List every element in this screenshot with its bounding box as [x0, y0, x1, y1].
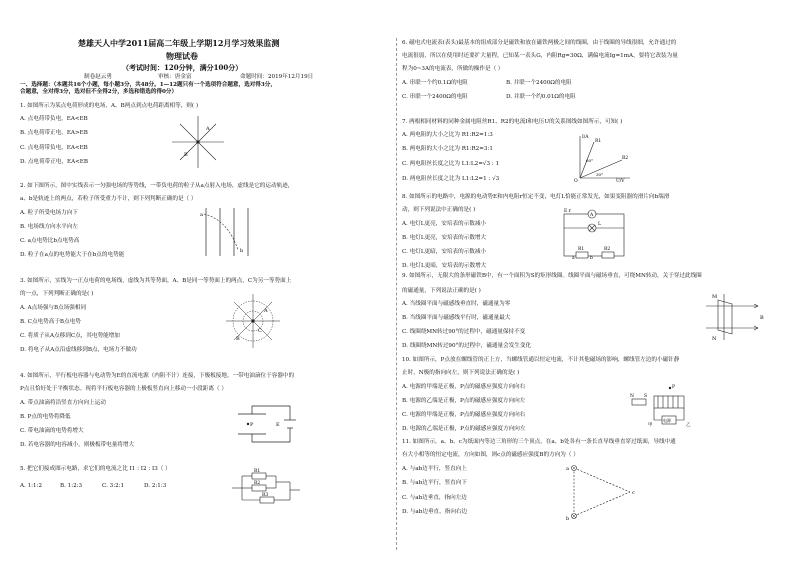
q5-circuit-figure: [232, 470, 300, 504]
q2-stem-2: a、b是轨迹上的两点，若粒子所受重力不计，则下列判断正确的是（ ）: [20, 196, 197, 202]
q6-option-b: B. 并联一个2400Ω的电阻: [506, 80, 572, 86]
q10-option-d: D. 电源的乙端是正极，P点的磁感应强度方向向左: [402, 426, 526, 432]
q6-option-d: D. 并联一个约0.01Ω的电阻: [506, 94, 576, 100]
q6-stem-1: 6. 磁电式电流表(表头)最基本的组成部分是磁铁和放在磁铁两极之间的线圈，由于线圈的导线很细，允许通过的: [402, 40, 677, 46]
q11-option-c: C. 与ab边垂直，指向左边: [402, 495, 467, 501]
q9-label-n: N: [712, 336, 717, 342]
q5-label-r2: R2: [254, 481, 261, 486]
q7-label-r2: R2: [622, 156, 629, 161]
q11-stem-2: 有大小相等的恒定电流，方向如图，则c点的磁感应强度B的方向为（ ）: [402, 452, 579, 458]
q9-label-m: M: [712, 294, 718, 300]
q9-label-b: B: [760, 315, 764, 321]
q4-stem-1: 4. 如图所示，平行板电容器与电动势为E的直流电源（内阻不计）连接，下极板接地。一带电油滴位于容器中的: [20, 373, 295, 379]
q3-label-b: B: [236, 336, 240, 342]
q8-circuit-figure: [562, 208, 632, 260]
q7-label-r1: R1: [595, 139, 602, 144]
q8-label-source: E r: [564, 209, 571, 214]
q5-option-c: C. 3:2:1: [102, 483, 125, 489]
q1-option-d: D. 点电荷带正电，EA<EB: [20, 159, 89, 165]
q7-iu-graph: [572, 132, 632, 182]
q3-label-a: A: [264, 308, 268, 314]
q4-label-e: E: [276, 422, 280, 428]
q10-option-c: C. 电源的甲端是正极，P点的磁感应强度方向向右: [402, 412, 526, 418]
q1-field-figure: [168, 112, 228, 172]
q9-stem-1: 9. 如图所示，无限大的条形磁铁B中，有一个面积为S的矩形线圈。线圈平面与磁场垂直，可绕MN转动，关于穿过此线圈: [402, 273, 702, 279]
q8-label-r2: R2: [604, 247, 611, 252]
left-column: [18, 0, 396, 562]
q7-angle-60: 60°: [586, 158, 594, 163]
section1-line1: 一、选择题：（本题共16个小题，每小题3分，共48分。1—12题只有一个选项符合题意，选对得3分，: [20, 82, 276, 88]
q10-label-s: S: [644, 394, 648, 399]
q8-option-a: A. 电灯L更亮，安培表的示数减小: [402, 221, 487, 227]
reviewer: 审核：唐金富: [158, 74, 192, 80]
q4-option-c: C. 带电油滴的电势将增大: [20, 428, 84, 434]
q4-capacitor-figure: [232, 404, 296, 444]
q2-equipotential-figure: [198, 206, 260, 258]
q8-option-d: D. 电灯L更暗，安培表的示数增大: [402, 263, 487, 269]
q5-option-b: B. 1:2:3: [60, 483, 83, 489]
q8-stem-2: 动，则下列说法中正确的是( ): [402, 207, 476, 213]
q7-axis-u: U/V: [616, 179, 625, 184]
q8-label-b: b: [590, 256, 593, 261]
q11-label-a: a: [566, 466, 569, 472]
q4-option-b: B. P点的电势将降低: [20, 414, 71, 420]
exam-title: 楚雄天人中学2011届高二年级上学期12月学习效果监测: [78, 38, 280, 48]
q4-label-p: P: [250, 422, 254, 428]
q1-option-a: A. 点电荷带负电，EA<EB: [20, 116, 88, 122]
q11-triangle-figure: [564, 462, 644, 522]
q6-option-a: A. 串联一个约0.1Ω的电阻: [402, 80, 468, 86]
q10-stem-1: 10. 如图所示，P点放在螺线管的正上方，当螺线管通以恒定电流，不计其他磁场的影响，螺线管左边的小磁针静: [402, 357, 680, 363]
q7-option-b: B. 两电阻的大小之比为 R1:R2=3:1: [402, 146, 493, 152]
q8-label-a: a: [572, 256, 575, 261]
q1-option-c: C. 点电荷带负电，EA<EB: [20, 145, 88, 151]
q7-axis-i: I/A: [582, 135, 589, 140]
q10-label-yi: 乙: [686, 423, 691, 428]
author: 制卷赵云勇: [84, 74, 112, 80]
column-divider: [396, 38, 397, 550]
q8-option-c: C. 电灯L更暗，安培表的示数减小: [402, 249, 487, 255]
q9-option-d: D. 线圈绕MN转过90°的过程中，磁通量会发生变化: [402, 343, 532, 349]
section1-line2: 合题意，全对得3分，选对但不全得2分，多选和错选的得0分）: [20, 89, 178, 95]
q7-option-a: A. 两电阻的大小之比为 R1:R2=1:3: [402, 132, 493, 138]
q11-label-b: b: [566, 516, 570, 522]
q2-label-b: b: [240, 248, 244, 254]
q3-option-c: C. 将质子从A点移到C点，其电势能增加: [20, 333, 120, 339]
q8-label-r1: R1: [578, 247, 585, 252]
q11-label-c: c: [632, 490, 635, 496]
q9-option-a: A. 当线圈平面与磁感线垂直时，磁通量为零: [402, 301, 511, 307]
q3-option-d: D. 将电子从A点沿虚线移到B点，电场力不做功: [20, 347, 137, 353]
q8-stem-1: 8. 如图所示的电路中，电源的电动势E和内电阻r恒定不变，电灯L恰能正常发光，如果变阻器的滑片向b端滑: [402, 194, 670, 200]
q9-option-c: C. 线圈绕MN转过90°的过程中，磁通量保持不变: [402, 329, 526, 335]
q4-option-d: D. 若电容器的电容减小，则极板带电量将增大: [20, 442, 135, 448]
q1-stem: 1. 如图所示为某点电荷形成的电场，A、B两点到点电荷距离相等，则( ): [20, 103, 199, 109]
q9-option-b: B. 当线圈平面与磁感线平行时，磁通量最大: [402, 315, 511, 321]
q10-label-jia: 甲: [648, 423, 653, 428]
q3-stem-1: 3. 如图所示，实线为一正点电荷的电场线，虚线为其等势面，A、B是同一等势面上的两点，C为另一等势面上: [20, 278, 292, 284]
q5-option-a: A. 1:1:2: [20, 483, 43, 489]
q10-stem-2: 止时，N极的指向向左，则下列说法正确的是( ): [402, 370, 520, 376]
q5-stem: 5. 把它们接成图示电路，求它们的电流之比 I1 : I2 : I3（ ）: [20, 466, 171, 472]
q3-option-a: A. A点场强与B点场强相同: [20, 305, 87, 311]
q10-solenoid-figure: [630, 380, 700, 428]
q2-label-a: a: [200, 212, 203, 218]
q2-option-d: D. 粒子在a点的电势能大于在b点的电势能: [20, 252, 125, 258]
q2-option-c: C. a点电势比b点电势高: [20, 238, 80, 244]
q11-option-a: A. 与ab边平行，竖直向上: [402, 466, 467, 472]
q5-label-r3: R3: [262, 493, 269, 498]
q7-angle-30: 30°: [596, 172, 604, 177]
q5-option-d: D. 2:1:3: [144, 483, 167, 489]
q4-stem-2: P点且恰好处于平衡状态。现将平行板电容器的上极板竖直向上移动一小段距离（ ）: [20, 386, 227, 392]
q10-option-a: A. 电源的甲端是正极，P点的磁感应强度方向向右: [402, 384, 526, 390]
q1-label-a: A: [206, 126, 210, 132]
q3-label-c: C: [258, 328, 262, 334]
q2-option-a: A. 粒子所受电场力向下: [20, 210, 78, 216]
exam-date: 命题时间：2019年12月19日: [240, 74, 314, 80]
q3-stem-2: 的一点，下列判断正确的是( ): [20, 291, 94, 297]
q2-stem-1: 2. 如下图所示，图中实线表示一匀强电场的等势线，一带负电荷的粒子从a点射入电场，虚线是它的运动轨迹，: [20, 183, 294, 189]
q1-label-b: B: [184, 152, 188, 158]
q7-origin: O: [574, 179, 578, 184]
q7-option-d: D. 两电阻丝长度之比为 L1:L2=1 : √3: [402, 176, 500, 182]
q6-stem-3: 程为0~3A的电流表，所做的操作是（ ）: [402, 66, 504, 72]
q4-option-a: A. 带点油滴将沿竖直方向向上运动: [20, 400, 106, 406]
q11-option-d: D. 与ab边垂直，指向右边: [402, 509, 468, 515]
q6-option-c: C. 串联一个2400Ω的电阻: [402, 94, 468, 100]
right-column: [402, 0, 780, 562]
q10-option-b: B. 电源的乙端是正极，P点的磁感应强度方向向左: [402, 398, 526, 404]
q11-stem-1: 11. 如图所示，a、b、c为纸面内等边三角形的三个顶点，在a、b处各有一条长直导线垂直穿过纸面，导线中通: [402, 439, 676, 445]
subject-title: 物理试卷: [166, 51, 198, 61]
q10-label-n: N: [630, 394, 634, 399]
q10-label-p: P: [672, 385, 676, 390]
q1-option-b: B. 点电荷带正电，EA>EB: [20, 130, 88, 136]
q11-option-b: B. 与ab边平行，竖直向下: [402, 480, 467, 486]
q3-option-b: B. C点电势高于B点电势: [20, 319, 81, 325]
exam-info: （考试时间：120分钟，满分100分）: [122, 63, 243, 72]
q2-option-b: B. 电场线方向水平向左: [20, 224, 79, 230]
q9-stem-2: 的磁通量，下列说法正确的是( ): [402, 288, 481, 294]
q5-label-r1: R1: [254, 469, 261, 474]
q10-label-source: 电源: [663, 418, 671, 423]
q8-label-lamp: L: [598, 222, 601, 227]
q7-option-c: C. 两电阻丝长度之比为 L1:L2=√3 : 1: [402, 161, 500, 167]
q6-stem-2: 电流很弱，所以在使用时还要扩大量程。已知某一表头G，内阻Rg=30Ω，满偏电流Ig=1mA，要将它改装为量: [402, 53, 678, 59]
q3-field-figure: [224, 292, 282, 350]
q8-label-ammeter: A: [590, 213, 594, 218]
q8-option-b: B. 电灯L更亮，安培表的示数增大: [402, 235, 487, 241]
q9-coil-figure: [702, 292, 764, 342]
q7-stem: 7. 两根相同材料的同种金属电阻丝R1、R2的电流I和电压U的关系图线如图所示，可知( ): [402, 119, 623, 125]
